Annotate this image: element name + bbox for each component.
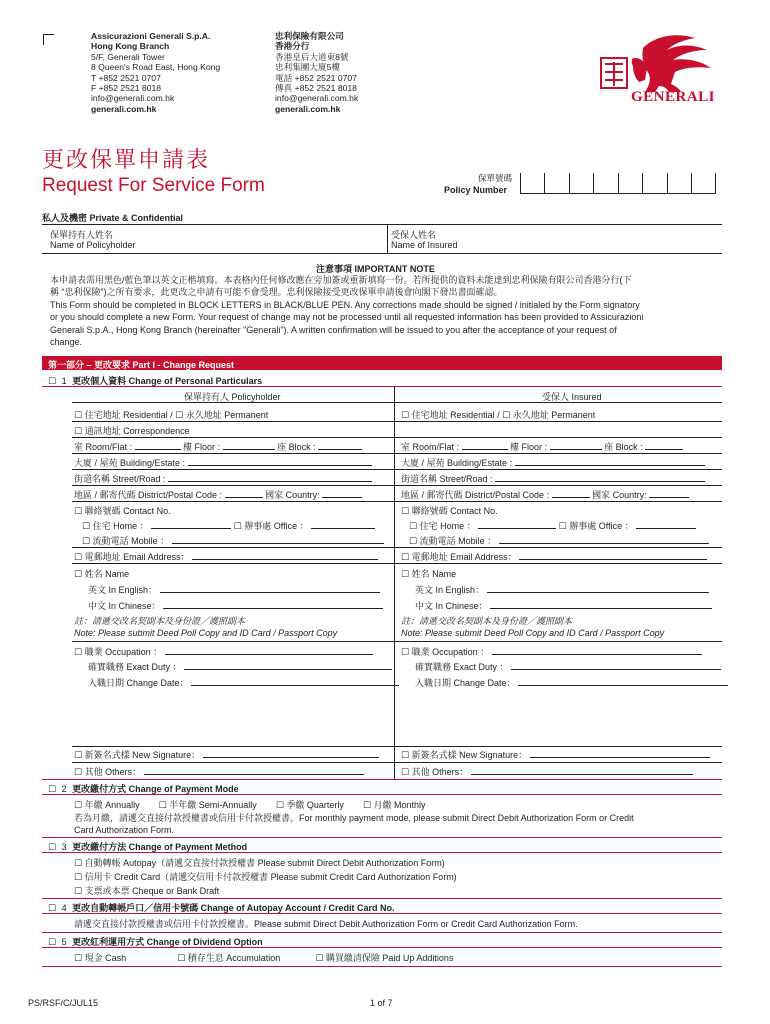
ph-chinese-name-input[interactable] <box>163 600 383 609</box>
section2-header[interactable]: ☐ 2 更改繳付方式 Change of Payment Mode <box>48 784 239 795</box>
col-header-insured: 受保人 Insured <box>542 392 602 402</box>
in-chinese-name-input[interactable] <box>490 600 712 609</box>
in-district-input[interactable] <box>552 489 590 498</box>
in-deed-note-zh: 註：請遞交改名契副本及身份證／護照副本 <box>401 616 573 626</box>
ph-block-input[interactable] <box>318 441 362 450</box>
ph-country-input[interactable] <box>322 489 362 498</box>
insured-name-field[interactable] <box>388 225 722 252</box>
title-chinese: 更改保單申請表 <box>42 148 211 173</box>
in-building-input[interactable] <box>515 457 705 466</box>
column-divider <box>394 386 395 779</box>
cheque-checkbox[interactable]: ☐ <box>74 887 83 897</box>
annually-checkbox[interactable]: ☐ <box>74 801 83 811</box>
ph-duty-input[interactable] <box>184 661 392 670</box>
ph-mobile-checkbox[interactable]: ☐ <box>82 537 91 547</box>
credit-card-checkbox[interactable]: ☐ <box>74 873 83 883</box>
insured-label-en: Name of Insured <box>391 240 458 250</box>
in-others-checkbox[interactable]: ☐ <box>401 768 410 778</box>
in-occupation-input[interactable] <box>492 646 702 655</box>
in-home-input[interactable] <box>478 520 556 529</box>
logo-wordmark: GENERALI <box>631 89 716 105</box>
in-permanent-checkbox[interactable]: ☐ <box>502 411 511 421</box>
ph-signature-checkbox[interactable]: ☐ <box>74 751 83 761</box>
in-deed-note-en: Note: Please submit Deed Poll Copy and ID Card / Passport Copy <box>401 628 665 638</box>
ph-office-input[interactable] <box>311 520 375 529</box>
ph-contact-checkbox[interactable]: ☐ <box>74 507 83 517</box>
in-office-checkbox[interactable]: ☐ <box>558 522 567 532</box>
policy-number-input[interactable] <box>520 173 716 194</box>
policy-number-label: Policy Number <box>444 185 508 195</box>
ph-correspondence-checkbox[interactable]: ☐ <box>74 427 83 437</box>
generali-logo <box>595 28 725 108</box>
ph-deed-note-en: Note: Please submit Deed Poll Copy and ID Card / Passport Copy <box>74 628 338 638</box>
section5-header[interactable]: ☐ 5 更改紅利運用方式 Change of Dividend Option <box>48 937 263 948</box>
footer-form-code: PS/RSF/C/JUL15 <box>28 998 99 1008</box>
ph-signature-input[interactable] <box>203 749 379 758</box>
section3-header[interactable]: ☐ 3 更改繳付方法 Change of Payment Method <box>48 842 248 853</box>
title-english: Request For Service Form <box>42 175 265 196</box>
paid-up-checkbox[interactable]: ☐ <box>315 954 324 964</box>
semi-annually-checkbox[interactable]: ☐ <box>158 801 167 811</box>
ph-district-input[interactable] <box>225 489 263 498</box>
ph-floor-input[interactable] <box>223 441 275 450</box>
ph-home-input[interactable] <box>151 520 231 529</box>
section2-checkbox[interactable]: ☐ <box>48 785 57 795</box>
section4-checkbox[interactable]: ☐ <box>48 904 57 914</box>
section5-checkbox[interactable]: ☐ <box>48 938 57 948</box>
ph-deed-note-zh: 註：請遞交改名契副本及身份證／護照副本 <box>74 616 246 626</box>
in-street-input[interactable] <box>495 473 705 482</box>
ph-mobile-input[interactable] <box>172 535 384 544</box>
section4-note: 請遞交直接付款授權書或信用卡付款授權書。Please submit Direct Debit Authorization Form or Credit Card Authorization Form. <box>74 919 578 929</box>
col-header-policyholder: 保單持有人 Policyholder <box>184 392 281 402</box>
policyholder-name-field[interactable] <box>42 225 387 252</box>
in-contact-checkbox[interactable]: ☐ <box>401 507 410 517</box>
policyholder-label-en: Name of Policyholder <box>50 240 136 250</box>
in-duty-input[interactable] <box>511 661 721 670</box>
policyholder-label-zh: 保單持有人姓名 <box>50 230 114 240</box>
in-email-checkbox[interactable]: ☐ <box>401 553 410 563</box>
autopay-checkbox[interactable]: ☐ <box>74 859 83 869</box>
confidential-label: 私人及機密 Private & Confidential <box>42 213 184 223</box>
ph-email-checkbox[interactable]: ☐ <box>74 553 83 563</box>
quarterly-checkbox[interactable]: ☐ <box>275 801 284 811</box>
corner-mark <box>43 34 54 45</box>
monthly-checkbox[interactable]: ☐ <box>362 801 372 811</box>
in-mobile-checkbox[interactable]: ☐ <box>409 537 418 547</box>
in-name-checkbox[interactable]: ☐ <box>401 570 410 580</box>
ph-occupation-checkbox[interactable]: ☐ <box>74 648 83 658</box>
in-signature-checkbox[interactable]: ☐ <box>401 751 410 761</box>
footer-page-number: 1 of 7 <box>370 998 393 1008</box>
section3-checkbox[interactable]: ☐ <box>48 843 57 853</box>
in-others-input[interactable] <box>471 766 693 775</box>
in-home-checkbox[interactable]: ☐ <box>409 522 418 532</box>
accumulation-checkbox[interactable]: ☐ <box>177 954 186 964</box>
ph-name-checkbox[interactable]: ☐ <box>74 570 83 580</box>
cash-checkbox[interactable]: ☐ <box>74 954 83 964</box>
in-floor-input[interactable] <box>550 441 602 450</box>
part1-header: 第一部分 – 更改要求 Part I - Change Request <box>42 356 722 370</box>
in-occupation-checkbox[interactable]: ☐ <box>401 648 410 658</box>
important-note-body: 本申請表需用黑色/藍色筆以英文正楷填寫。本表格內任何修改應在旁加簽或重新填寫一份。若所提供的資料未能達到忠利保險有限公司香港分行(下 稱 “忠利保險”)之所有要求，此更改之申請有可能不會受理。忠利保險接受更改保單申請後會向閣下發出書面確認。 This Form should be completed in BLOCK LETTERS in BLACK/BLUE PEN. Any corrections made should be signed / initialed by the Form signatory or you should complete a new Form. Your request of change may not be processed until all requested information has been provided to Assicurazioni Generali S.p.A., Hong Kong Branch (hereinafter "Generali"). A written confirmation will be issued to you after the acceptance of your request of change. <box>50 275 644 348</box>
in-signature-input[interactable] <box>530 749 710 758</box>
in-block-input[interactable] <box>645 441 683 450</box>
ph-permanent-checkbox[interactable]: ☐ <box>175 411 184 421</box>
section1-header[interactable]: ☐ 1 更改個人資料 Change of Personal Particulars <box>48 376 263 387</box>
ph-office-checkbox[interactable]: ☐ <box>233 522 242 532</box>
in-date-input[interactable] <box>518 677 728 686</box>
policy-number-label-zh: 保單號碼 <box>478 173 513 183</box>
in-email-input[interactable] <box>519 551 707 560</box>
ph-others-checkbox[interactable]: ☐ <box>74 768 83 778</box>
address-chinese: 忠利保險有限公司 香港分行 香港皇后大道東8號 忠利集團大廈5樓 電話 +852 2521 0707 傳真 +852 2521 8018 info@generali.com.hk generali.com.hk <box>275 31 359 114</box>
section1-checkbox[interactable]: ☐ <box>48 377 57 387</box>
ph-home-checkbox[interactable]: ☐ <box>82 522 91 532</box>
ph-email-input[interactable] <box>192 551 378 560</box>
ph-room-input[interactable] <box>135 441 181 450</box>
ph-others-input[interactable] <box>144 766 364 775</box>
important-note-title: 注意事項 IMPORTANT NOTE <box>316 264 435 274</box>
ph-date-input[interactable] <box>191 677 399 686</box>
ph-english-name-input[interactable] <box>160 584 380 593</box>
in-country-input[interactable] <box>649 489 689 498</box>
section2-note: 若為月繳，請遞交直接付款授權書或信用卡付款授權書。For monthly payment mode, please submit Direct Debit Authorization Form or Credit Card Authorization Form. <box>74 813 634 836</box>
in-office-input[interactable] <box>636 520 696 529</box>
ph-residential-checkbox[interactable]: ☐ <box>74 411 83 421</box>
ph-building-input[interactable] <box>188 457 372 466</box>
insured-label-zh: 受保人姓名 <box>391 230 437 240</box>
in-english-name-input[interactable] <box>487 584 709 593</box>
ph-street-input[interactable] <box>168 473 372 482</box>
ph-occupation-input[interactable] <box>165 646 373 655</box>
address-english: Assicurazioni Generali S.p.A. Hong Kong Branch 5/F, Generali Tower 8 Queen's Road East, Hong Kong T +852 2521 0707 F +852 2521 8018 info@generali.com.hk generali.com.hk <box>91 31 221 114</box>
section4-header[interactable]: ☐ 4 更改自動轉帳戶口／信用卡號碼 Change of Autopay Account / Credit Card No. <box>48 903 395 914</box>
in-mobile-input[interactable] <box>499 535 709 544</box>
in-room-input[interactable] <box>462 441 508 450</box>
in-residential-checkbox[interactable]: ☐ <box>401 411 410 421</box>
